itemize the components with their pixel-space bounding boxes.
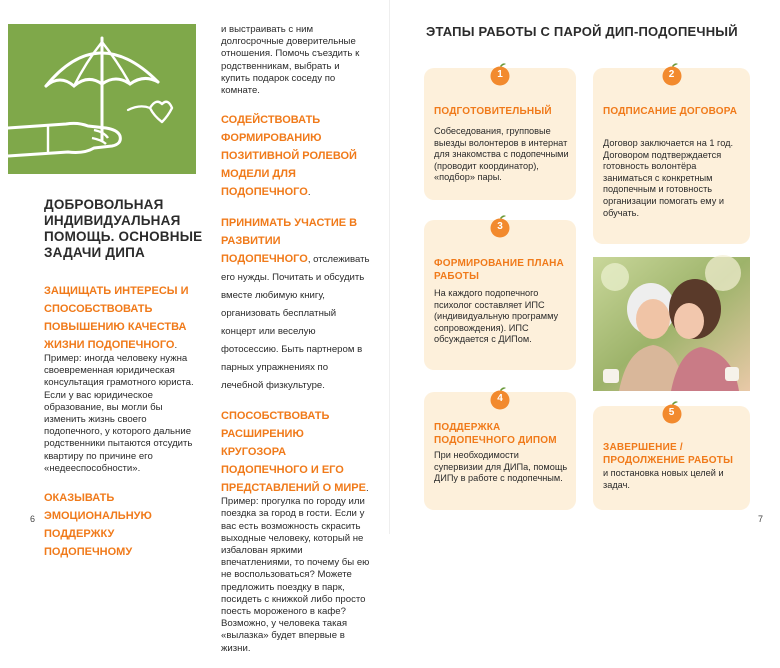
orange-fruit-badge-icon <box>661 62 683 86</box>
stage-number-5: 5 <box>668 407 675 418</box>
orange-fruit-badge-icon <box>489 214 511 238</box>
stage-card-1 <box>424 68 576 200</box>
column-left <box>44 281 196 573</box>
task-block-5 <box>221 406 371 655</box>
task-title-5-tail: . <box>365 483 369 495</box>
stage-title-2: ПОДПИСАНИЕ ДОГОВОРА <box>603 106 738 117</box>
task-title-4: ПРИНИМАТЬ УЧАСТИЕ В РАЗВИТИИ ПОДОПЕЧНОГО <box>221 217 358 266</box>
task-text-1: Пример: иногда человеку нужна своевременная юридическая консультация грамотного юриста. Если у вас юридическое образование, вы могли бы изменить жизнь своего подопечного, у которого дальние родственники пытаются отсудить квартиру по причине его «недееспособности». <box>44 353 194 474</box>
column-middle <box>221 24 371 668</box>
task-title-5: СПОСОБСТВОВАТЬ РАСШИРЕНИЮ КРУГОЗОРА ПОДОПЕЧНОГО И ЕГО ПРЕДСТАВЛЕНИЙ О МИРЕ <box>221 410 366 495</box>
task-block-3 <box>221 110 371 200</box>
stage-number-1: 1 <box>497 69 503 80</box>
stage-card-5 <box>593 406 750 510</box>
volunteer-photo <box>593 257 750 391</box>
task-text-4: , отслеживать его нужды. Почитать и обсудить вместе любимую книгу, организовать бесплатный концерт или веселую фотосессию. Быть партнером в парных упражнениях по лечебной физкультуре. <box>221 254 370 392</box>
task-block-2-continued <box>221 24 371 97</box>
task-title-1: ЗАЩИЩАТЬ ИНТЕРЕСЫ И СПОСОБСТВОВАТЬ ПОВЫШЕНИЮ КАЧЕСТВА ЖИЗНИ ПОДОПЕЧНОГО <box>44 285 189 351</box>
task-title-3: СОДЕЙСТВОВАТЬ ФОРМИРОВАНИЮ ПОЗИТИВНОЙ РОЛЕВОЙ МОДЕЛИ ДЛЯ ПОДОПЕЧНОГО <box>221 114 357 199</box>
stage-card-3 <box>424 220 576 370</box>
task-text-5: Пример: прогулка по городу или поездка за город в гости. Если у вас есть возможность скрасить выходные человеку, который не избалован яркими впечатлениями, то почему бы ею не воспользоваться? Можете предложить поездку в парк, посидеть с книжкой либо просто поесть мороженого в кафе? Возможно, у человека такая «вылазка» будет впервые в жизни. <box>221 496 370 654</box>
page-left <box>0 0 390 654</box>
stage-text-5: и постановка новых целей и задач. <box>603 468 724 490</box>
task-title-2: ОКАЗЫВАТЬ ЭМОЦИОНАЛЬНУЮ ПОДДЕРЖКУ ПОДОПЕЧНОМУ <box>44 492 152 559</box>
stage-title-4: ПОДДЕРЖКА ПОДОПЕЧНОГО ДИПОМ <box>434 422 557 446</box>
orange-fruit-badge-icon <box>489 62 511 86</box>
page-number-left: 6 <box>30 514 36 524</box>
stages-title: ЭТАПЫ РАБОТЫ С ПАРОЙ ДИП-ПОДОПЕЧНЫЙ <box>426 24 738 39</box>
stage-text-2: Договор заключается на 1 год. Договором подтверждается готовность волонтёра заниматься с конкретным подопечным и готовность организации помогать ему и обучать. <box>603 138 734 218</box>
task-block-1 <box>44 281 196 475</box>
stage-title-5: ЗАВЕРШЕНИЕ / ПРОДОЛЖЕНИЕ РАБОТЫ <box>603 442 734 466</box>
stage-number-4: 4 <box>497 393 503 404</box>
task-block-2 <box>44 488 196 560</box>
stage-number-3: 3 <box>497 221 503 232</box>
orange-fruit-badge-icon <box>489 386 511 410</box>
stage-card-4 <box>424 392 576 510</box>
stage-text-1: Собеседования, групповые выезды волонтеров в интернат для знакомства с подопечными (проводит координатор), «подбор» пары. <box>434 126 569 183</box>
stage-card-2 <box>593 68 750 244</box>
task-text-2: и выстраивать с ним долгосрочные доверительные отношения. Помочь съездить к родственникам, выбрать и купить подарок соседу по комнате. <box>221 24 360 97</box>
task-block-4 <box>221 213 371 393</box>
stage-number-2: 2 <box>668 69 675 80</box>
page-right <box>390 0 780 534</box>
stage-text-4: При необходимости супервизии для ДИПа, помощь ДИПу в работе с подопечным. <box>434 450 568 484</box>
umbrella-hand-illustration <box>8 24 196 174</box>
page-title: ДОБРОВОЛЬНАЯ ИНДИВИДУАЛЬНАЯ ПОМОЩЬ. ОСНОВНЫЕ ЗАДАЧИ ДИПА <box>44 197 203 260</box>
stage-title-1: ПОДГОТОВИТЕЛЬНЫЙ <box>434 106 552 117</box>
orange-fruit-badge-icon <box>661 400 683 424</box>
stage-title-3: ФОРМИРОВАНИЕ ПЛАНА РАБОТЫ <box>434 258 564 282</box>
stage-text-3: На каждого подопечного психолог составляет ИПС (индивидуальную программу сопровождения). ИПС обсуждается с ДИПом. <box>434 288 559 345</box>
task-title-1-tail: . <box>174 340 178 351</box>
task-title-3-tail: . <box>307 187 311 199</box>
page-number-right: 7 <box>758 514 764 524</box>
